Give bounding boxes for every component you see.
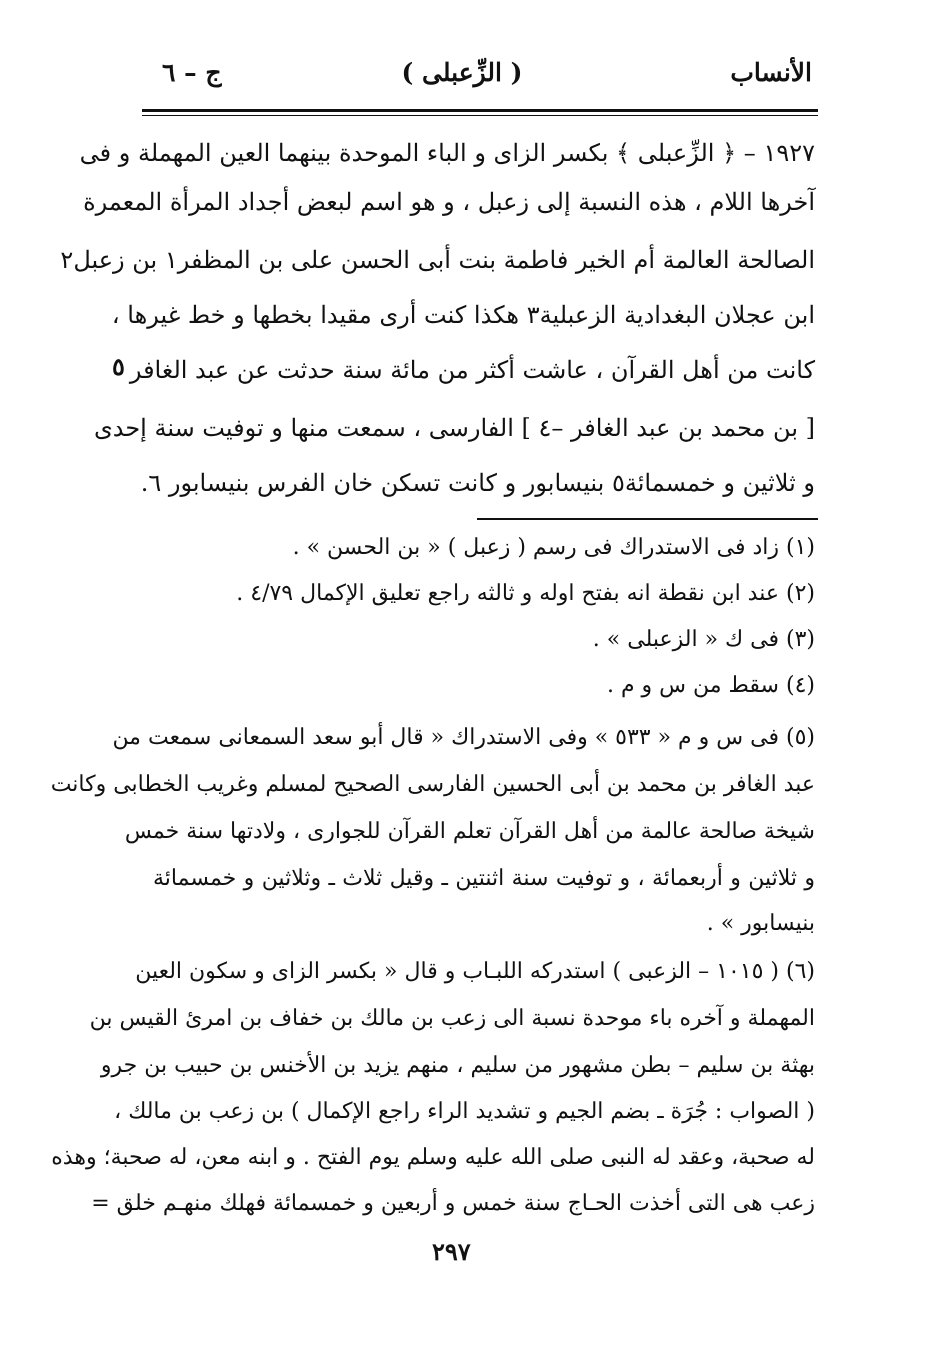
margin-line-number: ٥ bbox=[112, 352, 125, 381]
page-number: ٢٩٧ bbox=[432, 1237, 471, 1266]
footnote-1: (١) زاد فى الاستدراك فى رسم ( زعبل ) « بن الحسن » . bbox=[292, 535, 815, 560]
footnote-5-line-1: (٥) فى س و م « ٥٣٣ » وفى الاستدراك « قال أبو سعد السمعانى سمعت من bbox=[112, 725, 815, 750]
entry-line-1: ١٩٢٧ – ﴿ الزِّعبلى ﴾ بكسر الزاى و الباء الموحدة بينهما العين المهملة و فى bbox=[79, 139, 815, 167]
header-rule-bottom bbox=[142, 115, 818, 116]
header-rule-top bbox=[142, 109, 818, 112]
footnote-6-line-4: ( الصواب : جُرَة ـ بضم الجيم و تشديد الراء راجع الإكمال ) بن زعب بن مالك ، bbox=[114, 1099, 815, 1124]
footnote-6-line-3: بهثة بن سليم – بطن مشهور من سليم ، منهم يزيد بن الأخنس بن حبيب بن جرو bbox=[100, 1053, 815, 1078]
footnote-6-line-1: (٦) ( ١٠١٥ – الزعبى ) استدركه اللبـاب و قال « بكسر الزاى و سكون العين bbox=[135, 959, 815, 984]
footnote-5-line-3: شيخة صالحة عالمة من أهل القرآن تعلم القرآن للجوارى ، ولادتها سنة خمس bbox=[124, 819, 815, 844]
footnote-2: (٢) عند ابن نقطة انه بفتح اوله و ثالثه راجع تعليق الإكمال ٤/٧٩ . bbox=[236, 581, 815, 606]
header-entry-title: ( الزِّعبلى ) bbox=[401, 58, 523, 87]
footnote-5-line-5: بنيسابور » . bbox=[706, 911, 815, 936]
footnote-3: (٣) فى ك « الزعبلى » . bbox=[592, 627, 815, 652]
header-book-title: الأنساب bbox=[730, 58, 812, 87]
footnote-5-line-4: و ثلاثين و أربعمائة ، و توفيت سنة اثنتين ـ وقيل ثلاث ـ وثلاثين و خمسمائة bbox=[153, 866, 815, 891]
entry-line-2: آخرها اللام ، هذه النسبة إلى زعبل ، و هو اسم لبعض أجداد المرأة المعمرة bbox=[83, 188, 815, 216]
entry-line-5: كانت من أهل القرآن ، عاشت أكثر من مائة سنة حدثت عن عبد الغافر bbox=[129, 356, 815, 384]
footnote-6-line-6: زعب هى التى أخذت الحـاج سنة خمس و أربعين و خمسمائة فهلك منهـم خلق = bbox=[91, 1191, 815, 1216]
footnote-6-line-5: له صحبة، وعقد له النبى صلى الله عليه وسلم يوم الفتح . و ابنه معن، له صحبة؛ وهذه bbox=[51, 1145, 815, 1170]
footnote-6-line-2: المهملة و آخره باء موحدة نسبة الى زعب بن مالك بن خفاف بن امرئ القيس بن bbox=[89, 1006, 815, 1031]
header-volume: ج – ٦ bbox=[162, 58, 222, 87]
footnote-5-line-2: عبد الغافر بن محمد بن أبى الحسين الفارسى الصحيح لمسلم وغريب الخطابى وكانت bbox=[50, 772, 815, 797]
footnote-4: (٤) سقط من س و م . bbox=[606, 673, 815, 698]
footnote-separator bbox=[477, 518, 818, 520]
entry-line-7: و ثلاثين و خمسمائة٥ بنيسابور و كانت تسكن خان الفرس بنيسابور ٦. bbox=[140, 469, 815, 497]
entry-line-4: ابن عجلان البغدادية الزعبلية٣ هكذا كنت أرى مقيدا بخطها و خط غيرها ، bbox=[111, 301, 815, 329]
entry-line-3: الصالحة العالمة أم الخير فاطمة بنت أبى الحسن على بن المظفر١ بن زعبل٢ bbox=[60, 246, 815, 274]
entry-line-6: [ بن محمد بن عبد الغافر –٤ ] الفارسى ، سمعت منها و توفيت سنة إحدى bbox=[93, 414, 815, 442]
